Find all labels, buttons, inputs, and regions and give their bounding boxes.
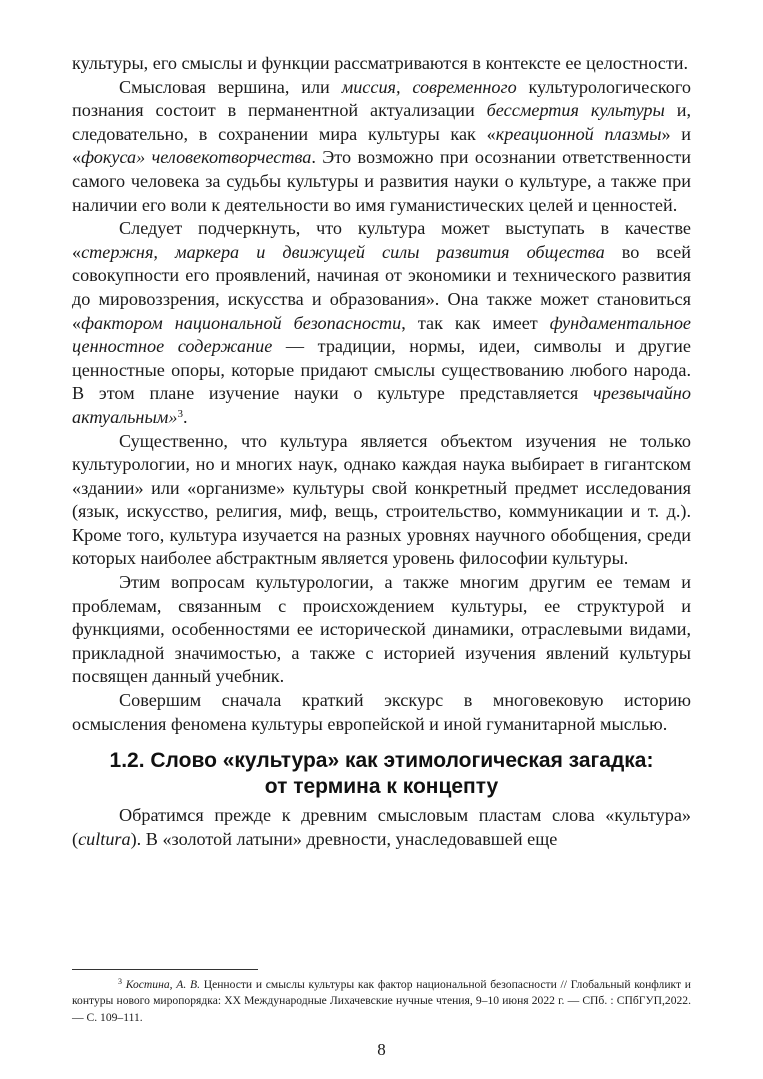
italic-run: фокуса» человекотворчества <box>81 147 312 168</box>
paragraph-mission <box>72 76 691 218</box>
italic-run: фактором национальной безопасности <box>81 312 402 333</box>
text-run: Следует подчеркнуть, что культура может выступать в качестве « <box>72 218 691 262</box>
text-run: — традиции, нормы, идеи, символы и другие ценностные опоры, которые придают смыслы существованию любого народа. В этом плане изучение науки о культуре представляется <box>72 336 691 404</box>
italic-run: фундаментальное ценностное содержание <box>72 312 691 357</box>
text-run: Обратимся прежде к древним смысловым пластам слова «культура» ( <box>72 805 691 849</box>
footnote-divider <box>72 969 258 970</box>
text-run: Смысловая вершина, или <box>119 76 342 97</box>
footnote-reference[interactable]: 3 <box>177 407 183 420</box>
paragraph-continuation: культуры, его смыслы и функции рассматриваются в контексте ее целостности. <box>72 53 689 73</box>
italic-run: чрезвычайно актуальным» <box>72 383 691 427</box>
paragraph-culture-role <box>72 217 691 429</box>
text-run: культурологического познания состоит в перманентной актуализации <box>72 76 691 121</box>
section-heading <box>72 748 691 800</box>
italic-run: стержня, маркера и движущей силы развития общества <box>81 241 605 262</box>
page-body <box>72 52 691 851</box>
paragraph-etymology <box>72 804 691 851</box>
italic-run: cultura <box>78 828 131 849</box>
text-run: . Это возможно при осознании ответственности самого человека за судьбы культуры и развития науки о культуре, а также при наличии его воли к деятельности во имя гуманистических целей и ценностей. <box>72 147 691 215</box>
footnote <box>72 977 691 1026</box>
footnote-mark: 3 <box>118 977 122 986</box>
page-number: 8 <box>377 1040 386 1059</box>
italic-run: креационной плазмы <box>495 123 662 144</box>
italic-run: бессмертия культуры <box>486 100 665 121</box>
section-heading-line1: 1.2. Слово «культура» как этимологическая загадка: <box>109 749 654 773</box>
footnote-body: Ценности и смыслы культуры как фактор национальной безопасности // Глобальный конфликт и контуры нового миропорядка: XX Международные Лихачевские нучные чтения, 9–10 июня 2022 г. — СПб. : СПбГУП,2022. — С. 109–111. <box>72 978 691 1024</box>
text-run: во всей совокупности его проявлений, начиная от экономики и технического развития до мировоззрения, искусства и образования». Она также может становиться « <box>72 241 691 333</box>
paragraph-object-of-study: Существенно, что культура является объектом изучения не только культурологии, но и многих наук, однако каждая наука выбирает в гигантском «здании» или «организме» культуры свой конкретный предмет исследования (язык, искусство, религия, миф, вещь, строительство, коммуникации и т. д.). Кроме того, культура изучается на разных уровнях научного обобщения, среди которых наиболее абстрактным является уровень философии культуры. <box>72 430 691 569</box>
footnote-author: Костина, А. В. <box>125 978 200 991</box>
footnote-text <box>72 977 691 1026</box>
text-run: » и « <box>72 123 692 168</box>
italic-run: миссия, современного <box>341 76 517 97</box>
text-run: и, следовательно, в сохранении мира культуры как « <box>72 100 691 144</box>
section-heading-line2: от термина к концепту <box>264 775 499 799</box>
text-run: . <box>182 406 188 427</box>
text-run: , так как имеет <box>401 312 550 333</box>
paragraph-excursus: Совершим сначала краткий экскурс в многовековую историю осмысления феномена культуры европейской и иной гуманитарной мыслью. <box>72 690 691 734</box>
paragraph-textbook-scope: Этим вопросам культурологии, а также многим другим ее темам и проблемам, связанным с происхождением культуры, ее структурой и функциями, особенностями ее исторической динамики, отраслевыми видами, прикладной значимостью, а также с историей изучения явлений культуры посвящен данный учебник. <box>72 572 691 687</box>
text-run: ). В «золотой латыни» древности, унаследовавшей еще <box>130 828 558 849</box>
